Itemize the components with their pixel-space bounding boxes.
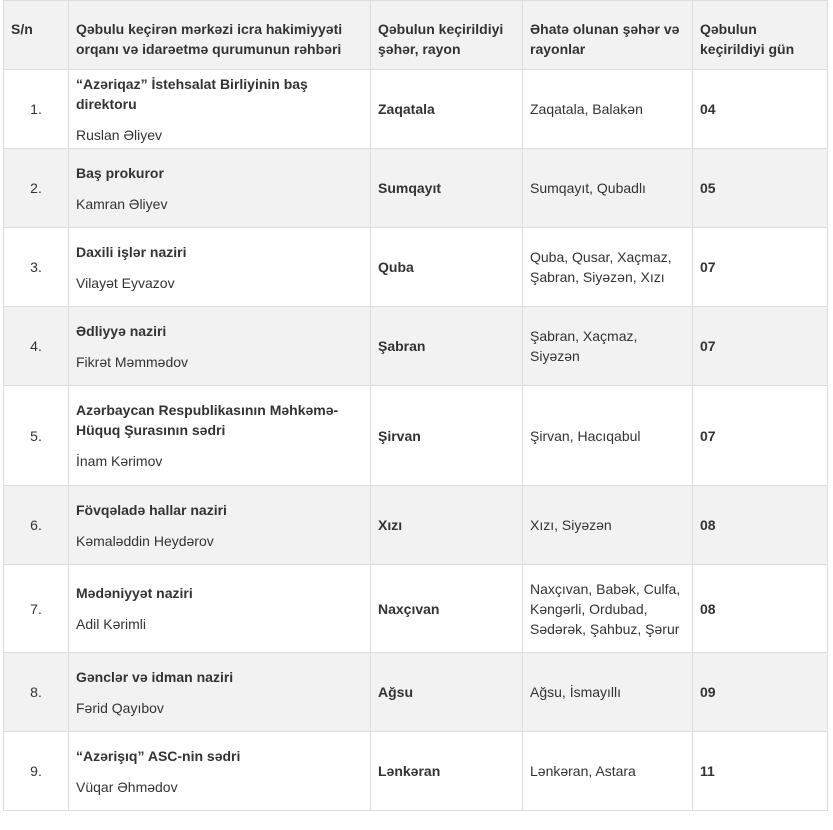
row-number: 7. xyxy=(4,565,69,653)
official-cell xyxy=(69,565,371,653)
city-cell: Xızı xyxy=(371,486,523,565)
areas-cell: Zaqatala, Balakən xyxy=(523,70,693,149)
official-name: Kamran Əliyev xyxy=(76,195,168,212)
table-row xyxy=(4,732,828,811)
official-name: Adil Kərimli xyxy=(76,616,147,632)
areas-cell: Sumqayıt, Qubadlı xyxy=(523,149,693,228)
table-header-row xyxy=(4,1,828,70)
official-name: İnam Kərimov xyxy=(76,453,163,469)
official-title: Daxili işlər naziri xyxy=(76,243,187,260)
areas-cell: Naxçıvan, Babək, Culfa, Kəngərli, Ordubad, Sədərək, Şahbuz, Şərur xyxy=(523,565,693,653)
official-cell xyxy=(69,486,371,565)
areas-cell: Xızı, Siyəzən xyxy=(523,486,693,565)
table-row xyxy=(4,228,828,307)
areas-cell: Quba, Qusar, Xaçmaz, Şabran, Siyəzən, Xızı xyxy=(523,228,693,307)
official-name: Vüqar Əhmədov xyxy=(76,778,178,795)
header-day: Qəbulun keçirildiyi gün xyxy=(693,1,828,70)
row-number: 2. xyxy=(4,149,69,228)
city-cell: Şabran xyxy=(371,307,523,386)
table-row xyxy=(4,565,828,653)
official-title: Ədliyyə naziri xyxy=(76,322,167,339)
official-cell xyxy=(69,732,371,811)
official-name: Vilayət Eyvazov xyxy=(76,274,175,291)
official-name: Fərid Qayıbov xyxy=(76,699,164,716)
header-city: Qəbulun keçirildiyi şəhər, rayon xyxy=(371,1,523,70)
table-row xyxy=(4,70,828,149)
header-serial-number: S/n xyxy=(4,1,69,70)
header-covered-areas: Əhatə olunan şəhər və rayonlar xyxy=(523,1,693,70)
official-title: Baş prokuror xyxy=(76,164,164,181)
official-title: Fövqəladə hallar naziri xyxy=(76,501,227,518)
day-cell: 08 xyxy=(693,565,828,653)
day-cell: 11 xyxy=(693,732,828,811)
row-number: 3. xyxy=(4,228,69,307)
day-cell: 05 xyxy=(693,149,828,228)
city-cell: Quba xyxy=(371,228,523,307)
areas-cell: Ağsu, İsmayıllı xyxy=(523,653,693,732)
table-row xyxy=(4,149,828,228)
official-name: Kəmaləddin Heydərov xyxy=(76,532,214,549)
header-official: Qəbulu keçirən mərkəzi icra hakimiyyəti orqanı və idarəetmə qurumunun rəhbəri xyxy=(69,1,371,70)
official-name: Fikrət Məmmədov xyxy=(76,353,189,370)
official-cell xyxy=(69,228,371,307)
official-cell xyxy=(69,307,371,386)
city-cell: Zaqatala xyxy=(371,70,523,149)
day-cell: 04 xyxy=(693,70,828,149)
row-number: 9. xyxy=(4,732,69,811)
official-cell xyxy=(69,386,371,486)
day-cell: 07 xyxy=(693,307,828,386)
day-cell: 07 xyxy=(693,228,828,307)
reception-schedule-table xyxy=(3,0,828,811)
row-number: 6. xyxy=(4,486,69,565)
areas-cell: Şirvan, Hacıqabul xyxy=(523,386,693,486)
city-cell: Şirvan xyxy=(371,386,523,486)
row-number: 1. xyxy=(4,70,69,149)
row-number: 4. xyxy=(4,307,69,386)
table-row xyxy=(4,486,828,565)
city-cell: Naxçıvan xyxy=(371,565,523,653)
official-title: “Azərişıq” ASC-nin sədri xyxy=(76,747,241,764)
areas-cell: Lənkəran, Astara xyxy=(523,732,693,811)
official-title: Mədəniyyət naziri xyxy=(76,585,193,601)
day-cell: 09 xyxy=(693,653,828,732)
official-cell xyxy=(69,149,371,228)
official-cell xyxy=(69,70,371,149)
row-number: 5. xyxy=(4,386,69,486)
row-number: 8. xyxy=(4,653,69,732)
official-name: Ruslan Əliyev xyxy=(76,126,163,143)
city-cell: Lənkəran xyxy=(371,732,523,811)
day-cell: 08 xyxy=(693,486,828,565)
official-title: “Azəriqaz” İstehsalat Birliyinin baş direktoru xyxy=(76,75,308,112)
areas-cell: Şabran, Xaçmaz, Siyəzən xyxy=(523,307,693,386)
table-row xyxy=(4,386,828,486)
official-title: Gənclər və idman naziri xyxy=(76,668,234,685)
table-row xyxy=(4,653,828,732)
official-title: Azərbaycan Respublikasının Məhkəmə-Hüquq Şurasının sədri xyxy=(76,402,339,438)
city-cell: Sumqayıt xyxy=(371,149,523,228)
day-cell: 07 xyxy=(693,386,828,486)
table-row xyxy=(4,307,828,386)
official-cell xyxy=(69,653,371,732)
city-cell: Ağsu xyxy=(371,653,523,732)
